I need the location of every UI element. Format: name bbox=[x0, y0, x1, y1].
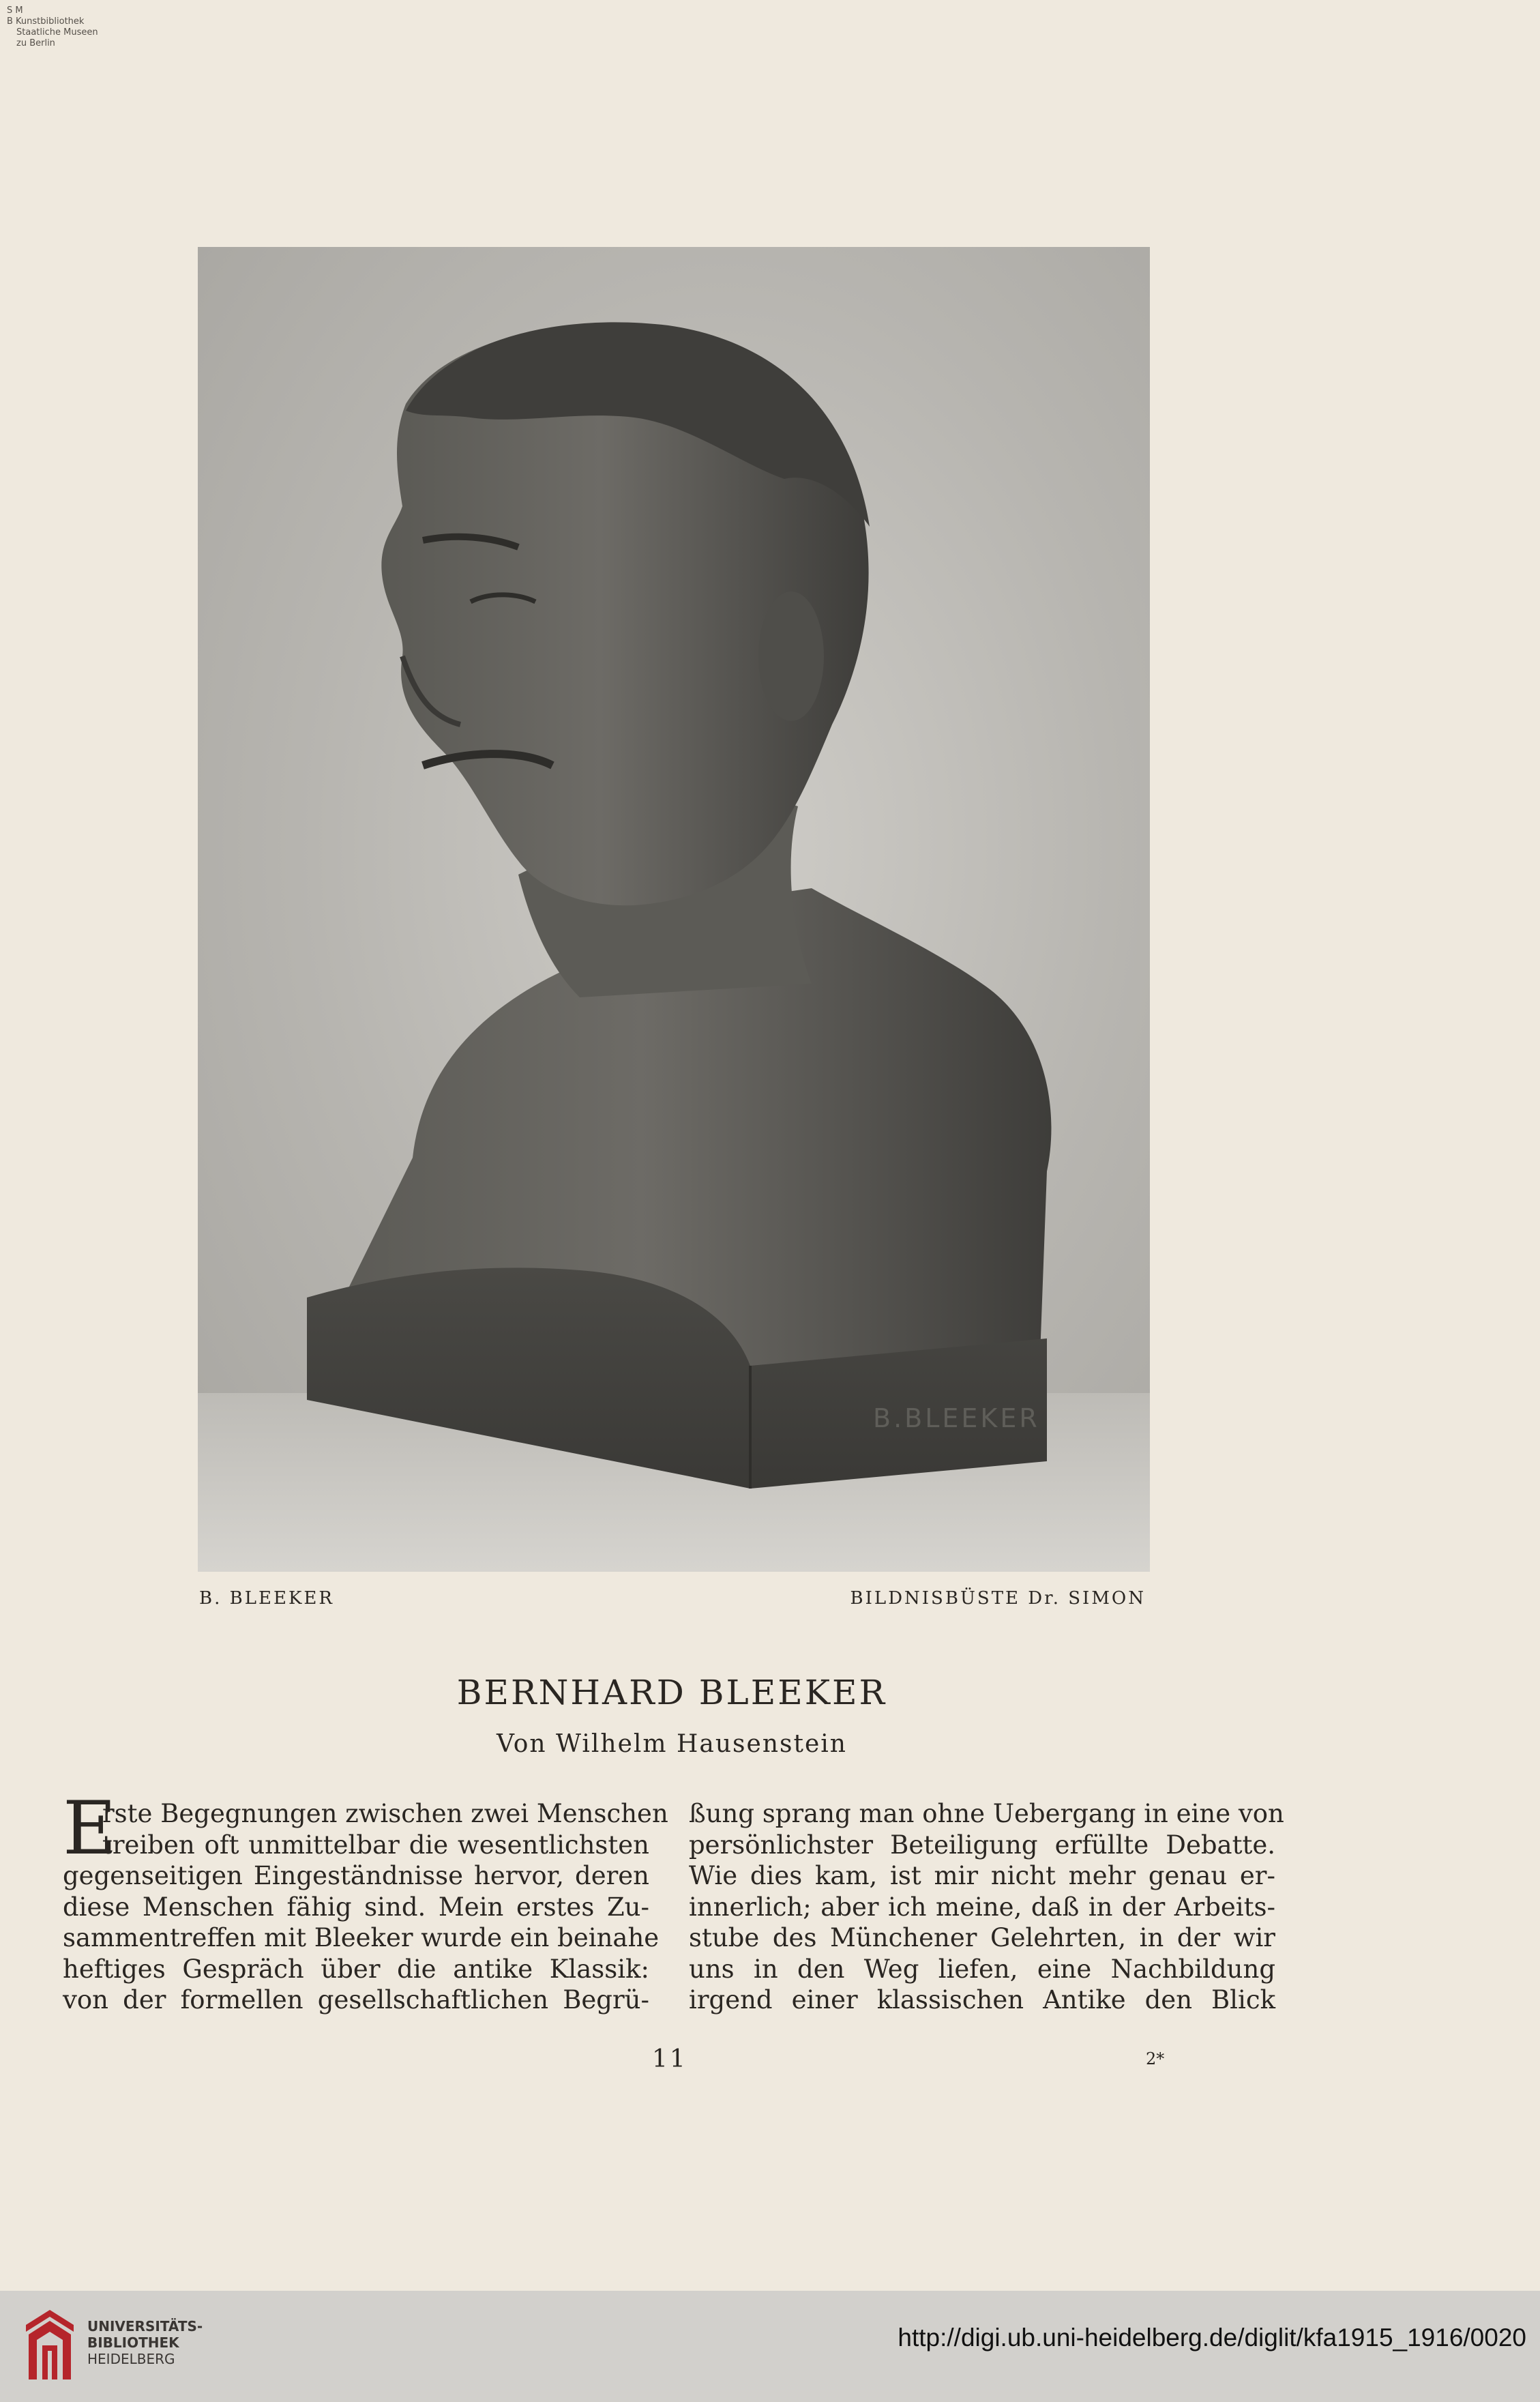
text-line: irgend einer klassischen Antike den Blick bbox=[689, 1985, 1275, 2015]
text-line: Wie dies kam, ist mir nicht mehr genau er- bbox=[689, 1861, 1275, 1890]
stamp-line: zu Berlin bbox=[16, 38, 55, 48]
library-name-line: HEIDELBERG bbox=[87, 2351, 175, 2367]
bust-illustration bbox=[198, 247, 1150, 1572]
text-line: stube des Münchener Gelehrten, in der wir bbox=[689, 1923, 1275, 1952]
stamp-line: B Kunstbibliothek bbox=[7, 16, 85, 27]
text-line: von der formellen gesellschaftlichen Begrü- bbox=[63, 1985, 649, 2015]
digitization-footer bbox=[0, 2291, 1540, 2402]
sheet-signature: 2* bbox=[1146, 2049, 1165, 2068]
text-column-left bbox=[63, 1786, 668, 2016]
stamp-line: S M bbox=[7, 5, 23, 16]
text-line: rste Begegnungen zwischen zwei Menschen bbox=[102, 1799, 668, 1828]
library-name-line: UNIVERSITÄTS- bbox=[87, 2318, 203, 2334]
text-line: innerlich; aber ich meine, daß in der Arbeits- bbox=[689, 1892, 1275, 1922]
bust-photograph bbox=[198, 247, 1150, 1572]
article-byline: Von Wilhelm Hausenstein bbox=[497, 1730, 847, 1758]
figure-caption-artist: B. BLEEKER bbox=[199, 1588, 334, 1609]
text-line: uns in den Weg liefen, eine Nachbildung bbox=[689, 1954, 1275, 1984]
article-title: BERNHARD BLEEKER bbox=[456, 1673, 887, 1712]
library-name bbox=[87, 2318, 203, 2367]
drop-cap: E bbox=[63, 1786, 117, 1871]
base-inscription: B.BLEEKER bbox=[873, 1403, 1040, 1433]
text-line: heftiges Gespräch über die antike Klassik: bbox=[63, 1954, 649, 1984]
text-column-right bbox=[689, 1798, 1284, 2016]
page-number: 11 bbox=[652, 2045, 687, 2073]
text-line: gegenseitigen Eingeständnisse hervor, deren bbox=[63, 1861, 649, 1890]
text-line: sammentreffen mit Bleeker wurde ein beinahe bbox=[63, 1923, 660, 1952]
ub-heidelberg-logo-icon bbox=[19, 2304, 80, 2386]
bust-ear bbox=[758, 591, 824, 721]
text-line: ßung sprang man ohne Uebergang in eine von bbox=[689, 1799, 1284, 1828]
stamp-line: Staatliche Museen bbox=[16, 27, 98, 38]
figure-caption-title: BILDNISBÜSTE Dr. SIMON bbox=[850, 1588, 1146, 1609]
text-line: diese Menschen fähig sind. Mein erstes Zu- bbox=[63, 1892, 649, 1922]
text-line: treiben oft unmittelbar die wesentlichsten bbox=[102, 1830, 649, 1860]
source-url-link[interactable]: http://digi.ub.uni-heidelberg.de/diglit/kfa1915_1916/0020 bbox=[898, 2324, 1526, 2352]
library-name-line: BIBLIOTHEK bbox=[87, 2334, 179, 2351]
text-line: persönlichster Beteiligung erfüllte Debatte. bbox=[689, 1830, 1275, 1860]
library-stamp bbox=[7, 5, 130, 49]
